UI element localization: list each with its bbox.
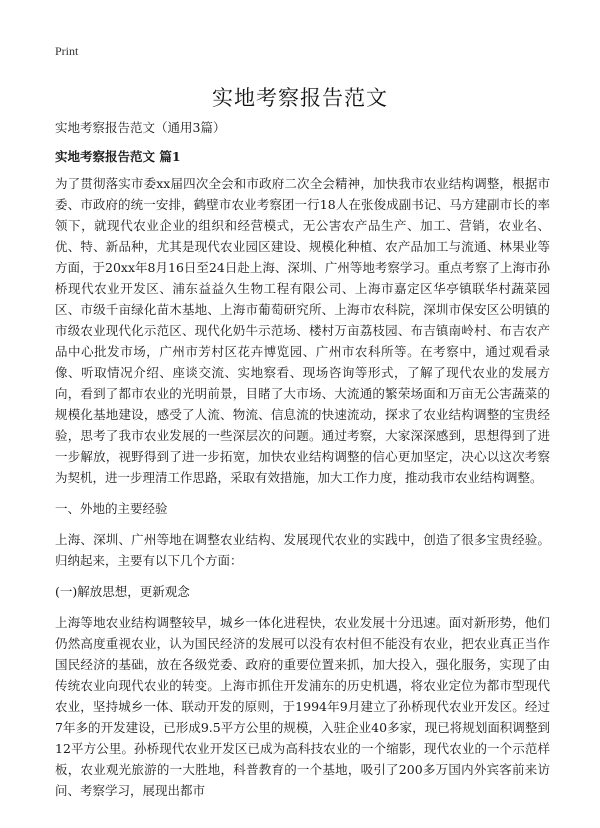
document-body — [55, 117, 550, 811]
paragraph-summary: 上海、深圳、广州等地在调整农业结构、发展现代农业的实践中，创造了很多宝贵经验。归纳起来，主要有以下几个方面： — [55, 532, 550, 568]
document-subtitle: 实地考察报告范文（通用3篇） — [55, 120, 226, 135]
paragraph-intro: 为了贯彻落实市委xx届四次全会和市政府二次全会精神，加快我市农业结构调整，根据市委、市政府的统一安排，鹤壁市农业考察团一行18人在张俊成副书记、马方建副市长的率领下，就现代农业企业的组织和经营模式，无公害农产品生产、加工、营销，农业名、优、特、新品种，尤其是现代农业园区建设、规模化种植、农产品加工与流通、林果业等方面，于20xx年8月16日至24日赴上海、深圳、广州等地考察学习。重点考察了上海市孙桥现代农业开发区、浦东益益久生物工程有限公司、上海市嘉定区华亭镇联华村蔬菜园区、市级千亩绿化苗木基地、上海市葡萄研究所、上海市农科院，深圳市保安区公明镇的市级农业现代化示范区、现代化奶牛示范场、楼村万亩荔枝园、布吉镇南岭村、布吉农产品中心批发市场，广州市芳村区花卉博览园、广州市农科所等。在考察中，通过观看录像、听取情况介绍、座谈交流、实地察看、现场咨询等形式，了解了现代农业的发展方向，看到了都市农业的光明前景，目睹了大市场、大流通的繁荣场面和万亩无公害蔬菜的规模化基地建设，感受了人流、物流、信息流的快速流动，探求了农业结构调整的宝贵经验，思考了我市农业发展的一些深层次的问题。通过考察，大家深深感到，思想得到了进一步解放，视野得到了进一步拓宽，加快农业结构调整的信心更加坚定，决心以这次考察为契机，进一步理清工作思路，采取有效措施，加大工作力度，推动我市农业结构调整。 — [55, 176, 550, 485]
heading-emancipate-mind: (一)解放思想，更新观念 — [55, 584, 190, 599]
section-heading: 实地考察报告范文 篇1 — [55, 149, 181, 164]
heading-main-experience: 一、外地的主要经验 — [55, 501, 168, 516]
print-label: Print — [55, 44, 79, 58]
paragraph-shanghai: 上海等地农业结构调整较早，城乡一体化进程快，农业发展十分迅速。面对新形势，他们仍然高度重视农业，认为国民经济的发展可以没有农村但不能没有农业，把农业真正当作国民经济的基础，放在各级党委、政府的重要位置来抓，加大投入，强化服务，实现了由传统农业向现代农业的转变。上海市抓住开发浦东的历史机遇，将农业定位为都市型现代农业，坚持城乡一体、联动开发的原则，于1994年9月建立了孙桥现代农业开发区。经过7年多的开发建设，已形成9.5平方公里的规模，入驻企业40多家，现已将规划面积调整到12平方公里。孙桥现代农业开发区已成为高科技农业的一个缩影，现代农业的一个示范样板，农业观光旅游的一大胜地，科普教育的一个基地，吸引了200多万国内外宾客前来访问、考察学习，展现出都市 — [55, 615, 550, 798]
document-title: 实地考察报告范文 — [212, 86, 388, 110]
